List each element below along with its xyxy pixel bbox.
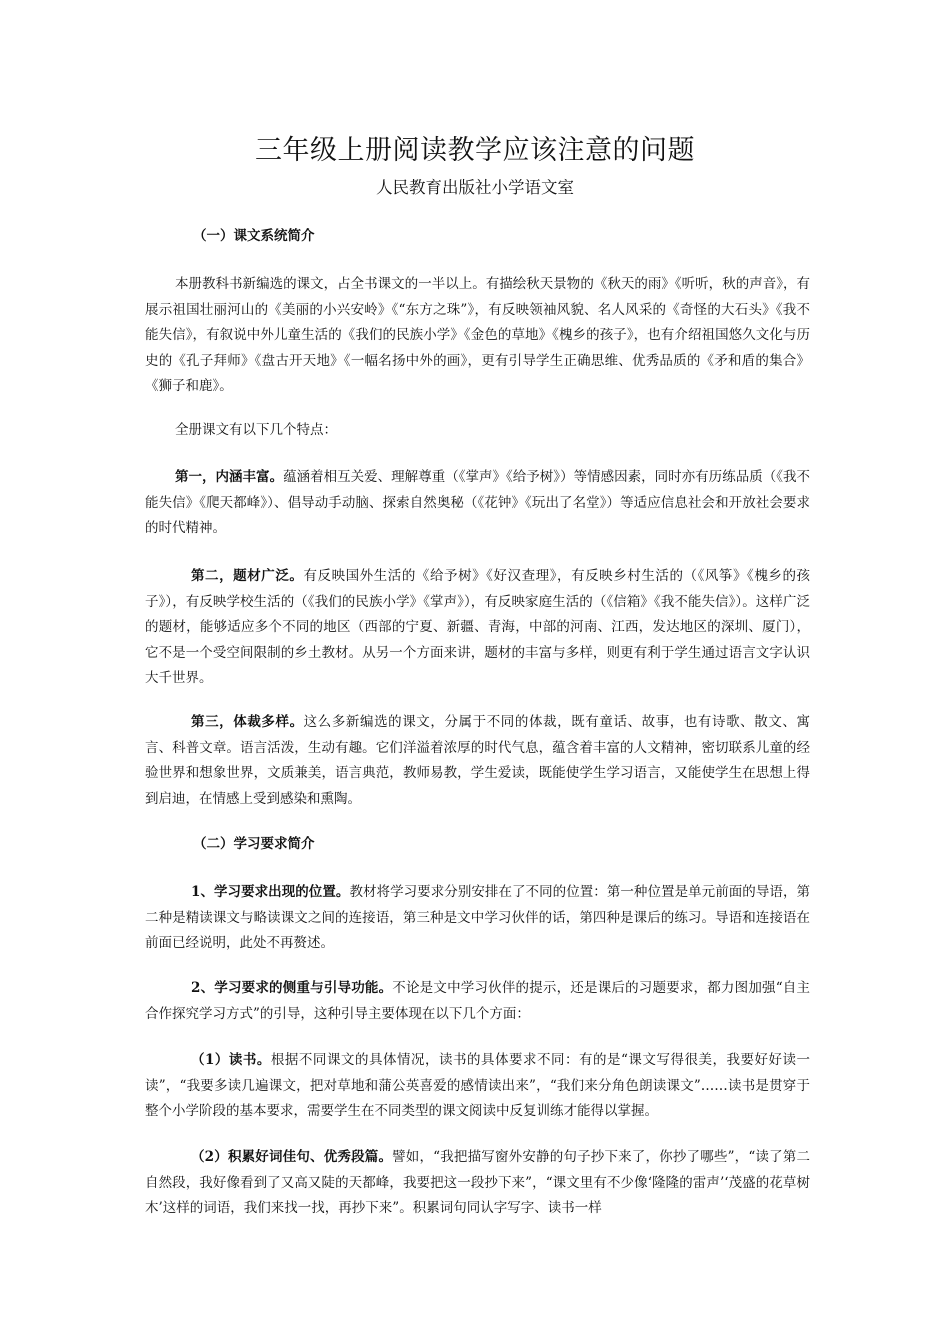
paragraph-lead: （1）读书。 <box>191 1052 271 1068</box>
paragraph-text: 蕴涵着相互关爱、理解尊重（《掌声》《给予树》）等情感因素，同时亦有历练品质（《我不能失信》《爬天都峰》）、倡导动手动脑、探索自然奥秘（《花钟》《玩出了名堂》）等适应信息社会和开放社会要求的时代精神。 <box>145 469 811 536</box>
section-heading-1: （一）课文系统简介 <box>193 228 315 244</box>
paragraph-lead: 2、学习要求的侧重与引导功能。 <box>191 980 393 996</box>
paragraph-7 <box>145 976 810 1027</box>
paragraph-4 <box>145 564 810 692</box>
paragraph-1 <box>145 272 810 400</box>
paragraph-lead: 1、学习要求出现的位置。 <box>191 884 350 900</box>
paragraph-6 <box>145 880 810 957</box>
paragraph-lead: （2）积累好词佳句、优秀段篇。 <box>191 1149 393 1165</box>
paragraph-lead: 第三，体裁多样。 <box>191 714 304 730</box>
section-heading-2: （二）学习要求简介 <box>193 836 315 852</box>
paragraph-text: 根据不同课文的具体情况，读书的具体要求不同：有的是“课文写得很美，我要好好读一读”，“我要多读几遍课文，把对草地和蒲公英喜爱的感情读出来”，“我们来分角色朗读课文”……读书是贯穿于整个小学阶段的基本要求，需要学生在不同类型的课文阅读中反复训练才能得以掌握。 <box>145 1052 810 1119</box>
paragraph-9 <box>145 1145 810 1222</box>
paragraph-text: 教材将学习要求分别安排在了不同的位置：第一种位置是单元前面的导语，第二种是精读课文与略读课文之间的连接语，第三种是文中学习伙伴的话，第四种是课后的练习。导语和连接语在前面已经说明，此处不再赘述。 <box>145 884 810 951</box>
paragraph-text: 不论是文中学习伙伴的提示，还是课后的习题要求，都力图加强“自主合作探究学习方式”的引导，这种引导主要体现在以下几个方面： <box>145 980 810 1022</box>
document-title: 三年级上册阅读教学应该注意的问题 <box>255 135 695 166</box>
document-subtitle: 人民教育出版社小学语文室 <box>376 178 574 197</box>
paragraph-text: 这么多新编选的课文，分属于不同的体裁，既有童话、故事，也有诗歌、散文、寓言、科普文章。语言活泼，生动有趣。它们洋溢着浓厚的时代气息，蕴含着丰富的人文精神，密切联系儿童的经验世界和想象世界，文质兼美，语言典范，教师易教，学生爱读，既能使学生学习语言，又能使学生在思想上得到启迪，在情感上受到感染和熏陶。 <box>145 714 811 807</box>
paragraph-3 <box>145 465 810 542</box>
paragraph-2 <box>145 418 810 444</box>
paragraph-lead: 第二，题材广泛。 <box>191 568 304 584</box>
paragraph-lead: 第一，内涵丰富。 <box>175 469 284 485</box>
paragraph-text: 譬如，“我把描写窗外安静的句子抄下来了，你抄了哪些”，“读了第二自然段，我好像看到了又高又陡的天都峰，我要把这一段抄下来”，“课文里有不少像‘隆隆的雷声’‘茂盛的花草树木’这样的词语，我们来找一找，再抄下来”。积累词句同认字写字、读书一样 <box>145 1149 810 1216</box>
paragraph-text: 全册课文有以下几个特点： <box>175 422 337 438</box>
paragraph-text: 有反映国外生活的《给予树》《好汉查理》，有反映乡村生活的（《风筝》《槐乡的孩子》），有反映学校生活的（《我们的民族小学》《掌声》），有反映家庭生活的（《信箱》《我不能失信》）。这样广泛的题材，能够适应多个不同的地区（西部的宁夏、新疆、青海，中部的河南、江西，发达地区的深圳、厦门），它不是一个受空间限制的乡土教材。从另一个方面来讲，题材的丰富与多样，则更有利于学生通过语言文字认识大千世界。 <box>145 568 811 686</box>
paragraph-5 <box>145 710 810 812</box>
paragraph-text: 本册教科书新编选的课文，占全书课文的一半以上。有描绘秋天景物的《秋天的雨》《听听，秋的声音》，有展示祖国壮丽河山的《美丽的小兴安岭》《“东方之珠”》，有反映领袖风貌、名人风采的《奇怪的大石头》《我不能失信》，有叙说中外儿童生活的《我们的民族小学》《金色的草地》《槐乡的孩子》，也有介绍祖国悠久文化与历史的《孔子拜师》《盘古开天地》《一幅名扬中外的画》，更有引导学生正确思维、优秀品质的《矛和盾的集合》《狮子和鹿》。 <box>145 276 810 394</box>
paragraph-8 <box>145 1048 810 1125</box>
